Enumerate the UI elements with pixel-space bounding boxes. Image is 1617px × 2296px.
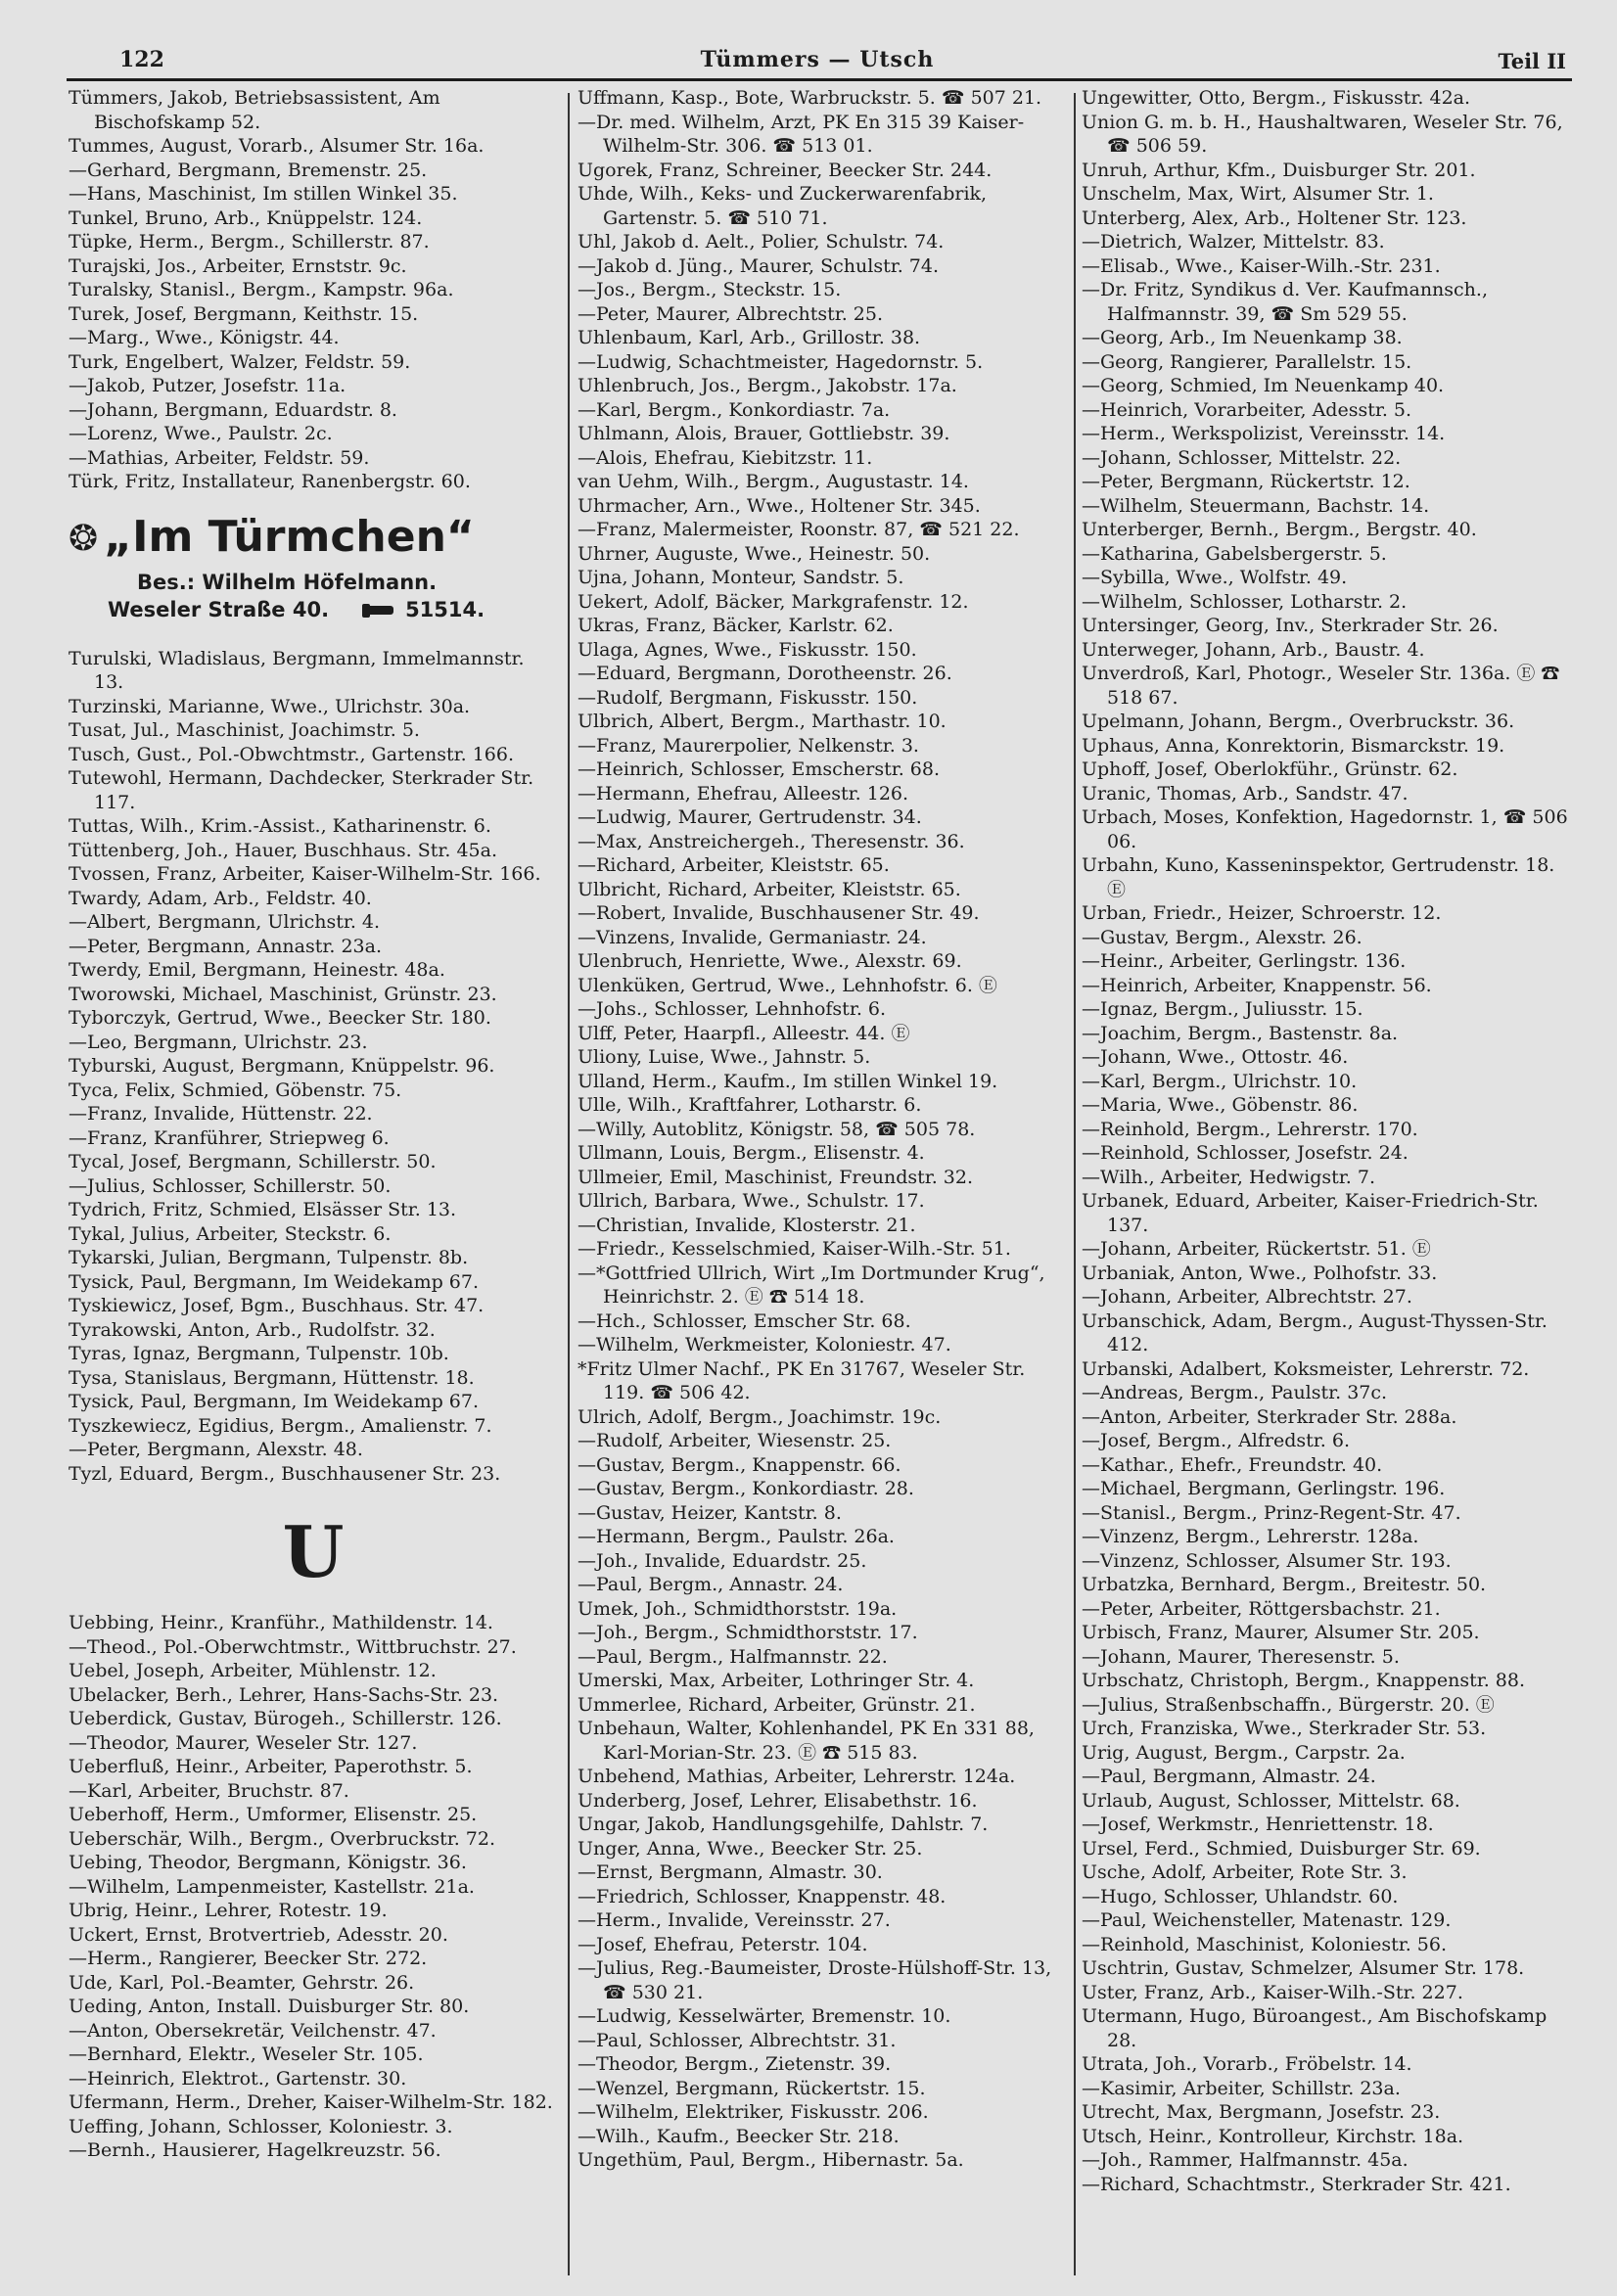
directory-entry: —Joh., Bergm., Schmidthorststr. 17. — [578, 1622, 918, 1643]
directory-entry: Unger, Anna, Wwe., Beecker Str. 25. — [578, 1837, 923, 1860]
directory-entry: —Joachim, Bergm., Bastenstr. 8a. — [1082, 1022, 1399, 1044]
directory-entry: —Heinrich, Vorarbeiter, Adesstr. 5. — [1082, 398, 1412, 421]
directory-entry: —Hch., Schlosser, Emscher Str. 68. — [578, 1309, 911, 1332]
directory-entry: —Julius, Reg.-Baumeister, Droste-Hülshoff-Str. 13, ☎ 530 21. — [578, 1957, 1052, 2003]
directory-entry: —Peter, Bergmann, Annastr. 23a. — [69, 935, 383, 957]
directory-entry: —Albert, Bergmann, Ulrichstr. 4. — [69, 911, 381, 933]
page-header — [69, 47, 1566, 80]
directory-entry: Ufermann, Herm., Dreher, Kaiser-Wilhelm-Str. 182. — [69, 2091, 553, 2113]
directory-entry: Uhl, Jakob d. Aelt., Polier, Schulstr. 74. — [578, 231, 945, 253]
directory-entry: Ummerlee, Richard, Arbeiter, Grünstr. 21. — [578, 1693, 976, 1716]
directory-entry: —Julius, Schlosser, Schillerstr. 50. — [69, 1174, 392, 1197]
directory-entry: Tysa, Stanislaus, Bergmann, Hüttenstr. 18. — [69, 1366, 475, 1389]
directory-entry: —Dr. med. Wilhelm, Arzt, PK En 315 39 Kaiser-Wilhelm-Str. 306. ☎ 513 01. — [578, 111, 1025, 157]
directory-entry: Uhrner, Auguste, Wwe., Heinestr. 50. — [578, 542, 931, 565]
directory-entry: Twardy, Adam, Arb., Feldstr. 40. — [69, 887, 372, 909]
directory-entry: Ursel, Ferd., Schmied, Duisburger Str. 69. — [1082, 1837, 1481, 1860]
directory-entry: —Johann, Maurer, Theresenstr. 5. — [1082, 1645, 1400, 1668]
directory-entry: —Johann, Arbeiter, Albrechtstr. 27. — [1082, 1286, 1412, 1308]
directory-entry: Urbschatz, Christoph, Bergm., Knappenstr. 88. — [1082, 1670, 1526, 1691]
directory-entry: Urch, Franziska, Wwe., Sterkrader Str. 53. — [1082, 1718, 1487, 1739]
directory-entry: —Johann, Schlosser, Mittelstr. 22. — [1082, 446, 1402, 469]
directory-entry: —Georg, Rangierer, Parallelstr. 15. — [1082, 350, 1412, 373]
directory-entry: —Josef, Bergm., Alfredstr. 6. — [1082, 1430, 1350, 1451]
directory-entry: —Hugo, Schlosser, Uhlandstr. 60. — [1082, 1885, 1399, 1907]
directory-entry: Urbaniak, Anton, Wwe., Polhofstr. 33. — [1082, 1262, 1438, 1284]
column-divider-2 — [1074, 93, 1076, 2275]
directory-entry: Ujna, Johann, Monteur, Sandstr. 5. — [578, 567, 904, 588]
directory-entry: Underberg, Josef, Lehrer, Elisabethstr. 16. — [578, 1789, 978, 1812]
directory-entry: Urban, Friedr., Heizer, Schroerstr. 12. — [1082, 902, 1442, 924]
directory-entry: Ugorek, Franz, Schreiner, Beecker Str. 244. — [578, 159, 993, 181]
directory-entry: —Paul, Bergm., Halfmannstr. 22. — [578, 1645, 888, 1668]
directory-entry: Uebbing, Heinr., Kranführ., Mathildenstr. 14. — [69, 1612, 493, 1633]
directory-entry: Tworowski, Michael, Maschinist, Grünstr. 23. — [69, 983, 497, 1005]
directory-entry: Uranic, Thomas, Arb., Sandstr. 47. — [1082, 782, 1409, 804]
section-letter: U — [282, 1510, 345, 1593]
directory-entry: Ungethüm, Paul, Bergm., Hibernastr. 5a. — [578, 2149, 964, 2171]
directory-entry: Urbahn, Kuno, Kasseninspektor, Gertrudenstr. 18. Ⓔ — [1082, 854, 1555, 900]
directory-entry: Umek, Joh., Schmidthorststr. 19a. — [578, 1597, 898, 1620]
directory-entry: —Anton, Arbeiter, Sterkrader Str. 288a. — [1082, 1405, 1457, 1428]
directory-entry: —Herm., Invalide, Vereinsstr. 27. — [578, 1909, 891, 1931]
directory-entry: —Heinrich, Schlosser, Emscherstr. 68. — [578, 758, 940, 780]
directory-entry: —Vinzenz, Bergm., Lehrerstr. 128a. — [1082, 1526, 1419, 1547]
directory-entry: Tyburski, August, Bergmann, Knüppelstr. 96. — [69, 1055, 495, 1077]
directory-entry: Uhlmann, Alois, Brauer, Gottliebstr. 39. — [578, 423, 950, 444]
directory-entry: —Mathias, Arbeiter, Feldstr. 59. — [69, 446, 370, 469]
directory-entry: Uhde, Wilh., Keks- und Zuckerwarenfabrik, Gartenstr. 5. ☎ 510 71. — [578, 183, 988, 229]
directory-entry: —Wilh., Arbeiter, Hedwigstr. 7. — [1082, 1166, 1376, 1188]
directory-entry: —Ludwig, Maurer, Gertrudenstr. 34. — [578, 806, 922, 828]
directory-entry: Turek, Josef, Bergmann, Keithstr. 15. — [69, 302, 419, 325]
directory-entry: —Lorenz, Wwe., Paulstr. 2c. — [69, 423, 333, 444]
directory-entry: Unterberg, Alex, Arb., Holtener Str. 123. — [1082, 207, 1467, 229]
directory-entry: —Franz, Malermeister, Roonstr. 87, ☎ 521 22. — [578, 519, 1020, 540]
directory-entry: Ueberdick, Gustav, Bürogeh., Schillerstr. 126. — [69, 1708, 502, 1729]
directory-entry: —Gustav, Bergm., Konkordiastr. 28. — [578, 1478, 914, 1499]
directory-entry: —Jos., Bergm., Steckstr. 15. — [578, 279, 842, 300]
advert-owner: Bes.: Wilhelm Höfelmann. — [137, 570, 438, 594]
directory-entry: Tydrich, Fritz, Schmied, Elsässer Str. 13. — [69, 1199, 457, 1220]
directory-entry: —Johann, Arbeiter, Rückertstr. 51. Ⓔ — [1082, 1238, 1431, 1260]
directory-entry: —Maria, Wwe., Göbenstr. 86. — [1082, 1094, 1359, 1116]
directory-entry: —Hermann, Ehefrau, Alleestr. 126. — [578, 782, 909, 804]
directory-entry: Umerski, Max, Arbeiter, Lothringer Str. 4. — [578, 1670, 975, 1691]
directory-entry: —Ernst, Bergmann, Almastr. 30. — [578, 1861, 883, 1883]
directory-entry: Tuttas, Wilh., Krim.-Assist., Katharinenstr. 6. — [69, 815, 491, 837]
directory-entry: Urbanek, Eduard, Arbeiter, Kaiser-Friedrich-Str. 137. — [1082, 1190, 1539, 1236]
directory-entry: Tyszkewiecz, Egidius, Bergm., Amalienstr. 7. — [69, 1414, 492, 1437]
directory-entry: —Paul, Schlosser, Albrechtstr. 31. — [578, 2029, 897, 2051]
directory-entry: —Paul, Bergmann, Almastr. 24. — [1082, 1766, 1376, 1787]
directory-entry: —Gustav, Heizer, Kantstr. 8. — [578, 1501, 842, 1524]
directory-entry: Ueffing, Johann, Schlosser, Koloniestr. 3. — [69, 2115, 453, 2137]
directory-entry: —Wilhelm, Lampenmeister, Kastellstr. 21a. — [69, 1875, 475, 1898]
directory-entry: Usche, Adolf, Arbeiter, Rote Str. 3. — [1082, 1861, 1408, 1883]
directory-entry: —Friedrich, Schlosser, Knappenstr. 48. — [578, 1885, 947, 1907]
directory-entry: Urbisch, Franz, Maurer, Alsumer Str. 205. — [1082, 1622, 1480, 1643]
directory-entry: —Georg, Schmied, Im Neuenkamp 40. — [1082, 375, 1445, 396]
directory-entry: Turalsky, Stanisl., Bergm., Kampstr. 96a. — [69, 279, 454, 300]
directory-entry: Tunkel, Bruno, Arb., Knüppelstr. 124. — [69, 207, 423, 229]
directory-entry: —Gustav, Bergm., Alexstr. 26. — [1082, 926, 1363, 948]
directory-entry: Tyskiewicz, Josef, Bgm., Buschhaus. Str. 47. — [69, 1295, 485, 1316]
directory-entry: Ulaga, Agnes, Wwe., Fiskusstr. 150. — [578, 638, 917, 661]
directory-entry: —Reinhold, Schlosser, Josefstr. 24. — [1082, 1142, 1409, 1164]
directory-entry: —Jakob d. Jüng., Maurer, Schulstr. 74. — [578, 254, 940, 277]
directory-entry: Uphoff, Josef, Oberlokführ., Grünstr. 62. — [1082, 758, 1458, 780]
directory-entry: Tysick, Paul, Bergmann, Im Weidekamp 67. — [69, 1391, 480, 1412]
directory-entry: Unbehend, Mathias, Arbeiter, Lehrerstr. 124a. — [578, 1766, 1016, 1787]
directory-entry: Ude, Karl, Pol.-Beamter, Gehrstr. 26. — [69, 1971, 415, 1994]
directory-entry: Urbanschick, Adam, Bergm., August-Thyssen-Str. 412. — [1082, 1309, 1548, 1355]
directory-entry: —Theod., Pol.-Oberwchtmstr., Wittbruchstr. 27. — [69, 1635, 517, 1658]
directory-entry: Uphaus, Anna, Konrektorin, Bismarckstr. 19. — [1082, 734, 1505, 757]
directory-entry: —Karl, Bergm., Konkordiastr. 7a. — [578, 398, 891, 421]
entry-list-t-part1 — [69, 86, 558, 494]
directory-entry: —Willy, Autoblitz, Königstr. 58, ☎ 505 78. — [578, 1118, 976, 1140]
directory-entry: —Robert, Invalide, Buschhausener Str. 49. — [578, 902, 980, 924]
directory-entry: Tycal, Josef, Bergmann, Schillerstr. 50. — [69, 1151, 437, 1172]
directory-entry: —Josef, Werkmstr., Henriettenstr. 18. — [1082, 1814, 1434, 1835]
directory-entry: —Heinrich, Elektrot., Gartenstr. 30. — [69, 2067, 407, 2089]
directory-entry: —Reinhold, Maschinist, Koloniestr. 56. — [1082, 1933, 1447, 1955]
directory-entry: —Franz, Invalide, Hüttenstr. 22. — [69, 1103, 373, 1125]
entry-list-col2 — [578, 86, 1067, 2173]
ornament-icon: ❂ — [69, 518, 99, 559]
directory-entry: Ulff, Peter, Haarpfl., Alleestr. 44. Ⓔ — [578, 1022, 910, 1044]
directory-entry: —Alois, Ehefrau, Kiebitzstr. 11. — [578, 446, 873, 469]
directory-entry: —Gerhard, Bergmann, Bremenstr. 25. — [69, 159, 428, 181]
directory-entry: —Wilhelm, Schlosser, Lotharstr. 2. — [1082, 590, 1408, 613]
directory-entry: —Ludwig, Schachtmeister, Hagedornstr. 5. — [578, 350, 984, 373]
directory-entry: —Theodor, Maurer, Weseler Str. 127. — [69, 1731, 418, 1754]
directory-entry: —Johs., Schlosser, Lehnhofstr. 6. — [578, 998, 887, 1020]
directory-entry: Tummes, August, Vorarb., Alsumer Str. 16a. — [69, 135, 485, 157]
directory-entry: —Wenzel, Bergmann, Rückertstr. 15. — [578, 2077, 926, 2099]
directory-entry: Ungewitter, Otto, Bergm., Fiskusstr. 42a. — [1082, 87, 1471, 109]
directory-entry: Tykal, Julius, Arbeiter, Steckstr. 6. — [69, 1222, 392, 1245]
directory-entry: Ullrich, Barbara, Wwe., Schulstr. 17. — [578, 1190, 925, 1212]
column-2 — [578, 86, 1067, 2173]
directory-entry: Uschtrin, Gustav, Schmelzer, Alsumer Str. 178. — [1082, 1957, 1525, 1979]
directory-entry: —Marg., Wwe., Königstr. 44. — [69, 327, 340, 348]
directory-entry: —Karl, Bergm., Ulrichstr. 10. — [1082, 1070, 1358, 1092]
directory-entry: —Ignaz, Bergm., Juliusstr. 15. — [1082, 998, 1363, 1020]
directory-entry: Tyborczyk, Gertrud, Wwe., Beecker Str. 180. — [69, 1007, 491, 1029]
directory-entry: Ullmeier, Emil, Maschinist, Freundstr. 32. — [578, 1166, 974, 1188]
directory-entry: —Jakob, Putzer, Josefstr. 11a. — [69, 375, 346, 396]
directory-entry: —Reinhold, Bergm., Lehrerstr. 170. — [1082, 1118, 1418, 1140]
directory-entry: —Rudolf, Bergmann, Fiskusstr. 150. — [578, 686, 918, 709]
directory-entry: Ueding, Anton, Install. Duisburger Str. 80. — [69, 1996, 470, 2017]
directory-entry: —Leo, Bergmann, Ulrichstr. 23. — [69, 1031, 368, 1053]
directory-entry: —Katharina, Gabelsbergerstr. 5. — [1082, 542, 1387, 565]
column-1 — [69, 86, 558, 2163]
directory-entry: —Bernhard, Elektr., Weseler Str. 105. — [69, 2043, 424, 2065]
directory-entry: Unbehaun, Walter, Kohlenhandel, PK En 331 88, Karl-Morian-Str. 23. Ⓔ ☎ 515 83. — [578, 1718, 1035, 1764]
directory-entry: Unterweger, Johann, Arb., Baustr. 4. — [1082, 638, 1425, 661]
directory-entry: Ueberhoff, Herm., Umformer, Elisenstr. 25. — [69, 1804, 478, 1825]
directory-entry: —Heinr., Arbeiter, Gerlingstr. 136. — [1082, 950, 1407, 972]
directory-entry: Tysick, Paul, Bergmann, Im Weidekamp 67. — [69, 1270, 480, 1293]
directory-entry: Ueberfluß, Heinr., Arbeiter, Paperothstr. 5. — [69, 1756, 473, 1777]
directory-entry: Ueberschär, Wilh., Bergm., Overbruckstr. 72. — [69, 1827, 496, 1850]
directory-entry: —Michael, Bergmann, Gerlingstr. 196. — [1082, 1478, 1446, 1499]
directory-entry: Uster, Franz, Arb., Kaiser-Wilh.-Str. 227. — [1082, 1981, 1463, 2003]
directory-entry: —Dietrich, Walzer, Mittelstr. 83. — [1082, 231, 1385, 253]
directory-entry: —Friedr., Kesselschmied, Kaiser-Wilh.-Str. 51. — [578, 1238, 1011, 1260]
directory-entry: Tykarski, Julian, Bergmann, Tulpenstr. 8b. — [69, 1247, 469, 1268]
directory-entry: Unterberger, Bernh., Bergm., Bergstr. 40. — [1082, 519, 1477, 540]
directory-entry: Untersinger, Georg, Inv., Sterkrader Str. 26. — [1082, 615, 1499, 636]
directory-entry: —Johann, Wwe., Ottostr. 46. — [1082, 1046, 1349, 1068]
directory-entry: Ulbricht, Richard, Arbeiter, Kleiststr. 65. — [578, 878, 961, 900]
directory-entry: —Franz, Kranführer, Striepweg 6. — [69, 1126, 390, 1149]
advert-title-text: „Im Türmchen“ — [104, 511, 475, 562]
directory-entry: —Herm., Rangierer, Beecker Str. 272. — [69, 1948, 428, 1969]
directory-entry: —*Gottfried Ullrich, Wirt „Im Dortmunder Krug“, Heinrichstr. 2. Ⓔ ☎ 514 18. — [578, 1262, 1045, 1308]
directory-entry: Tüpke, Herm., Bergm., Schillerstr. 87. — [69, 231, 430, 253]
directory-entry: Tyca, Felix, Schmied, Göbenstr. 75. — [69, 1079, 402, 1101]
directory-entry: —Peter, Bergmann, Alexstr. 48. — [69, 1439, 363, 1460]
directory-entry: —Wilhelm, Steuermann, Bachstr. 14. — [1082, 494, 1430, 517]
column-3 — [1082, 86, 1571, 2196]
directory-entry: Ubrig, Heinr., Lehrer, Rotestr. 19. — [69, 1900, 388, 1921]
directory-entry: —Hermann, Bergm., Paulstr. 26a. — [578, 1526, 895, 1547]
directory-entry: Utermann, Hugo, Büroangest., Am Bischofskamp 28. — [1082, 2005, 1548, 2051]
part-label: Teil II — [1498, 49, 1566, 73]
directory-entry: —Wilh., Kaufm., Beecker Str. 218. — [578, 2125, 900, 2147]
directory-entry: Uekert, Adolf, Bäcker, Markgrafenstr. 12. — [578, 590, 969, 613]
directory-entry: —Theodor, Bergm., Zietenstr. 39. — [578, 2053, 892, 2075]
directory-entry: Turajski, Jos., Arbeiter, Ernststr. 9c. — [69, 254, 407, 277]
directory-entry: Ubelacker, Berh., Lehrer, Hans-Sachs-Str. 23. — [69, 1683, 499, 1706]
directory-entry: Tüttenberg, Joh., Hauer, Buschhaus. Str. 45a. — [69, 839, 497, 861]
directory-entry: Union G. m. b. H., Haushaltwaren, Weseler Str. 76, ☎ 506 59. — [1082, 111, 1563, 157]
directory-entry: —Wilhelm, Werkmeister, Koloniestr. 47. — [578, 1334, 951, 1355]
directory-entry: —Franz, Maurerpolier, Nelkenstr. 3. — [578, 734, 919, 757]
directory-entry: —Josef, Ehefrau, Peterstr. 104. — [578, 1933, 868, 1955]
entry-list-t-part2 — [69, 647, 558, 1487]
directory-entry: —Kasimir, Arbeiter, Schillstr. 23a. — [1082, 2077, 1401, 2099]
directory-entry: Upelmann, Johann, Bergm., Overbruckstr. 36. — [1082, 711, 1515, 732]
directory-entry: Tyras, Ignaz, Bergmann, Tulpenstr. 10b. — [69, 1343, 449, 1364]
directory-entry: —Peter, Arbeiter, Röttgersbachstr. 21. — [1082, 1597, 1441, 1620]
directory-entry: Tyrakowski, Anton, Arb., Rudolfstr. 32. — [69, 1318, 436, 1341]
directory-entry: Urlaub, August, Schlosser, Mittelstr. 68. — [1082, 1789, 1460, 1812]
directory-entry: —Wilhelm, Elektriker, Fiskusstr. 206. — [578, 2101, 929, 2123]
directory-entry: —Elisab., Wwe., Kaiser-Wilh.-Str. 231. — [1082, 254, 1441, 277]
directory-entry: Tusch, Gust., Pol.-Obwchtmstr., Gartenstr. 166. — [69, 743, 515, 765]
directory-entry: —Herm., Werkspolizist, Vereinsstr. 14. — [1082, 423, 1446, 444]
directory-entry: Tutewohl, Hermann, Dachdecker, Sterkrader Str. 117. — [69, 767, 534, 813]
directory-entry: Türk, Fritz, Installateur, Ranenbergstr. 60. — [69, 471, 471, 492]
advert-title — [69, 508, 558, 567]
directory-entry: —Christian, Invalide, Klosterstr. 21. — [578, 1214, 916, 1236]
directory-entry: Tümmers, Jakob, Betriebsassistent, Am Bischofskamp 52. — [69, 87, 440, 133]
directory-entry: Uebel, Joseph, Arbeiter, Mühlenstr. 12. — [69, 1660, 437, 1681]
directory-entry: —Bernh., Hausierer, Hagelkreuzstr. 56. — [69, 2139, 441, 2161]
directory-entry: —Vinzenz, Schlosser, Alsumer Str. 193. — [1082, 1549, 1452, 1572]
directory-entry: Uckert, Ernst, Brotvertrieb, Adesstr. 20. — [69, 1923, 448, 1946]
entry-list-u-col1 — [69, 1611, 558, 2163]
directory-entry: —Peter, Maurer, Albrechtstr. 25. — [578, 302, 884, 325]
directory-entry: Urbatzka, Bernhard, Bergm., Breitestr. 50. — [1082, 1574, 1487, 1595]
directory-entry: Ulrich, Adolf, Bergm., Joachimstr. 19c. — [578, 1405, 942, 1428]
directory-entry: —Vinzens, Invalide, Germaniastr. 24. — [578, 926, 927, 948]
directory-entry: Uffmann, Kasp., Bote, Warbruckstr. 5. ☎ 507 21. — [578, 87, 1042, 109]
directory-entry: —Joh., Rammer, Halfmannstr. 45a. — [1082, 2149, 1409, 2171]
directory-entry: Unverdroß, Karl, Photogr., Weseler Str. 136a. Ⓔ ☎ 518 67. — [1082, 663, 1560, 709]
directory-entry: —Dr. Fritz, Syndikus d. Ver. Kaufmannsch., Halfmannstr. 39, ☎ Sm 529 55. — [1082, 279, 1488, 325]
directory-entry: —Johann, Bergmann, Eduardstr. 8. — [69, 398, 397, 421]
directory-entry: Turzinski, Marianne, Wwe., Ulrichstr. 30a. — [69, 695, 471, 717]
directory-entry: —Gustav, Bergm., Knappenstr. 66. — [578, 1453, 901, 1476]
directory-entry: —Joh., Invalide, Eduardstr. 25. — [578, 1549, 867, 1572]
directory-entry: *Fritz Ulmer Nachf., PK En 31767, Weseler Str. 119. ☎ 506 42. — [578, 1357, 1026, 1403]
directory-entry: —Andreas, Bergm., Paulstr. 37c. — [1082, 1382, 1388, 1403]
entry-list-col3 — [1082, 86, 1571, 2196]
directory-entry: Uliony, Luise, Wwe., Jahnstr. 5. — [578, 1046, 871, 1068]
advert-im-tuermchen — [69, 508, 558, 631]
directory-entry: —Peter, Bergmann, Rückertstr. 12. — [1082, 471, 1410, 492]
directory-entry: Ulle, Wilh., Kraftfahrer, Lotharstr. 6. — [578, 1094, 922, 1116]
directory-entry: —Eduard, Bergmann, Dorotheenstr. 26. — [578, 663, 952, 684]
directory-entry: —Kathar., Ehefr., Freundstr. 40. — [1082, 1453, 1383, 1476]
directory-entry: Ulenküken, Gertrud, Wwe., Lehnhofstr. 6. Ⓔ — [578, 974, 997, 996]
directory-entry: Ukras, Franz, Bäcker, Karlstr. 62. — [578, 615, 894, 636]
directory-entry: Urbach, Moses, Konfektion, Hagedornstr. 1, ☎ 506 06. — [1082, 806, 1568, 852]
running-head: Tümmers — Utsch — [700, 47, 935, 72]
directory-entry: —Sybilla, Wwe., Wolfstr. 49. — [1082, 567, 1348, 588]
directory-entry: Uebing, Theodor, Bergmann, Königstr. 36. — [69, 1852, 467, 1873]
directory-entry: Utrecht, Max, Bergmann, Josefstr. 23. — [1082, 2101, 1441, 2123]
directory-entry: —Anton, Obersekretär, Veilchenstr. 47. — [69, 2019, 437, 2042]
header-rule — [67, 78, 1572, 81]
directory-entry: Tvossen, Franz, Arbeiter, Kaiser-Wilhelm-Str. 166. — [69, 863, 541, 885]
page-number: 122 — [119, 47, 164, 72]
column-divider-1 — [568, 93, 570, 2275]
directory-entry: Unschelm, Max, Wirt, Alsumer Str. 1. — [1082, 183, 1434, 205]
directory-entry: Tyzl, Eduard, Bergm., Buschhausener Str. 23. — [69, 1462, 501, 1485]
advert-phone: 51514. — [405, 597, 485, 621]
directory-entry: Twerdy, Emil, Bergmann, Heinestr. 48a. — [69, 959, 445, 981]
telephone-icon — [362, 604, 399, 618]
directory-entry: Uhrmacher, Arn., Wwe., Holtener Str. 345. — [578, 494, 981, 517]
directory-entry: Unruh, Arthur, Kfm., Duisburger Str. 201. — [1082, 159, 1476, 181]
directory-entry: Ullmann, Louis, Bergm., Elisenstr. 4. — [578, 1142, 925, 1164]
directory-entry: Uhlenbaum, Karl, Arb., Grillostr. 38. — [578, 327, 921, 348]
directory-entry: Ulbrich, Albert, Bergm., Marthastr. 10. — [578, 711, 947, 732]
directory-entry: —Hans, Maschinist, Im stillen Winkel 35. — [69, 183, 458, 205]
directory-entry: Urig, August, Bergm., Carpstr. 2a. — [1082, 1741, 1406, 1764]
directory-entry: —Paul, Weichensteller, Matenastr. 129. — [1082, 1909, 1452, 1931]
directory-entry: Ungar, Jakob, Handlungsgehilfe, Dahlstr. 7. — [578, 1814, 989, 1835]
directory-entry: —Georg, Arb., Im Neuenkamp 38. — [1082, 327, 1403, 348]
directory-entry: —Stanisl., Bergm., Prinz-Regent-Str. 47. — [1082, 1501, 1461, 1524]
directory-entry: Uhlenbruch, Jos., Bergm., Jakobstr. 17a. — [578, 375, 957, 396]
directory-entry: —Ludwig, Kesselwärter, Bremenstr. 10. — [578, 2005, 951, 2027]
directory-entry: —Richard, Schachtmstr., Sterkrader Str. 421. — [1082, 2173, 1511, 2195]
directory-entry: Turk, Engelbert, Walzer, Feldstr. 59. — [69, 350, 411, 373]
directory-entry: Utsch, Heinr., Kontrolleur, Kirchstr. 18a. — [1082, 2125, 1464, 2147]
directory-entry: —Rudolf, Arbeiter, Wiesenstr. 25. — [578, 1430, 892, 1451]
directory-entry: —Paul, Bergm., Annastr. 24. — [578, 1574, 844, 1595]
directory-entry: Ulenbruch, Henriette, Wwe., Alexstr. 69. — [578, 950, 962, 972]
directory-entry: —Heinrich, Arbeiter, Knappenstr. 56. — [1082, 974, 1432, 996]
directory-entry: —Max, Anstreichergeh., Theresenstr. 36. — [578, 830, 965, 852]
directory-entry: Urbanski, Adalbert, Koksmeister, Lehrerstr. 72. — [1082, 1357, 1530, 1380]
directory-entry: Turulski, Wladislaus, Bergmann, Immelmannstr. 13. — [69, 647, 525, 693]
directory-entry: van Uehm, Wilh., Bergm., Augustastr. 14. — [578, 471, 969, 492]
advert-contact — [108, 598, 485, 622]
directory-entry: Utrata, Joh., Vorarb., Fröbelstr. 14. — [1082, 2053, 1412, 2075]
directory-entry: —Karl, Arbeiter, Bruchstr. 87. — [69, 1779, 349, 1802]
directory-entry: —Richard, Arbeiter, Kleiststr. 65. — [578, 854, 890, 876]
directory-entry: —Julius, Straßenbschaffn., Bürgerstr. 20. Ⓔ — [1082, 1693, 1495, 1716]
directory-entry: Ulland, Herm., Kaufm., Im stillen Winkel 19. — [578, 1070, 998, 1092]
directory-entry: Tusat, Jul., Maschinist, Joachimstr. 5. — [69, 719, 420, 741]
advert-address: Weseler Straße 40. — [108, 597, 330, 621]
